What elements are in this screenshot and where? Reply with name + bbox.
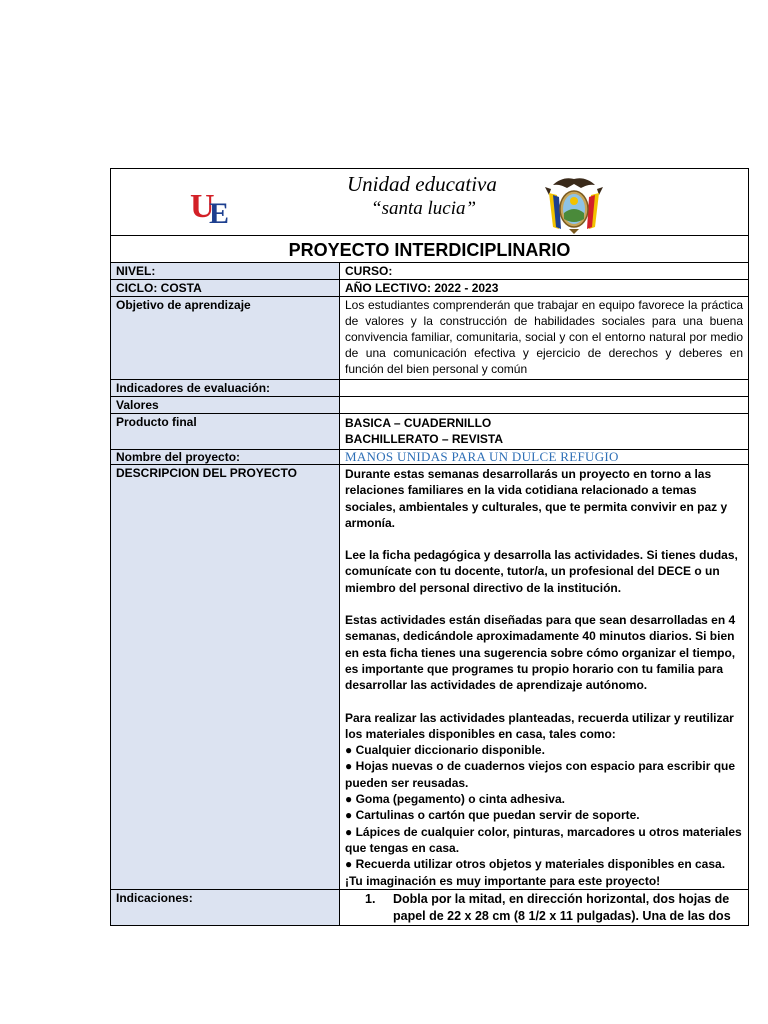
producto-line-basica: BASICA – CUADERNILLO [345,416,492,430]
objetivo-text: Los estudiantes comprenderán que trabajar en equipo favorece la práctica de valores y la construcción de habilidades sociales para una buena convivencia familiar, comunitaria, social y con el entorno natural por medio de una comunicación efectiva y ejercicio de derechos y deberes en función del bien personal y común [340,297,749,380]
desc-paragraph-1: Durante estas semanas desarrollarás un proyecto en torno a las relaciones familiares en la vida cotidiana relacionado a temas sociales, ambientales y culturales, que te permita convivir en paz y armonía. [345,467,728,530]
item-number: 1. [365,891,376,906]
anio-lectivo: AÑO LECTIVO: 2022 - 2023 [340,280,749,297]
list-item: ● Goma (pegamento) o cinta adhesiva. [345,792,565,807]
ciclo-label: CICLO: COSTA [111,280,340,297]
desc-closing: ¡Tu imaginación es muy importante para este proyecto! [345,873,661,888]
svg-text:U: U [190,188,215,225]
indicaciones-text [340,889,749,925]
indicadores-value [340,380,749,397]
desc-paragraph-2: Lee la ficha pedagógica y desarrolla las actividades. Si tienes dudas, comunícate con tu docente, tutor/a, un profesional del DECE o un miembro del personal directivo de la institución. [345,548,738,595]
valores-value [340,397,749,414]
page-title: PROYECTO INTERDICIPLINARIO [111,236,749,263]
producto-label: Producto final [111,414,340,450]
school-logo-icon [189,185,239,225]
indicadores-label: Indicadores de evaluación: [111,380,340,397]
descripcion-label: DESCRIPCION DEL PROYECTO [111,465,340,890]
nombre-proyecto-value: MANOS UNIDAS PARA UN DULCE REFUGIO [340,450,749,465]
list-item: ● Cartulinas o cartón que puedan servir de soporte. [345,808,640,823]
school-name-line1: Unidad educativa [347,172,497,196]
ecuador-coat-of-arms-icon [543,175,605,235]
materials-list [345,742,743,872]
desc-paragraph-3: Estas actividades están diseñadas para que sean desarrolladas en 4 semanas, dedicándole aproximadamente 40 minutos diarios. Si bien en esta ficha tienes una sugerencia sobre cómo organizar el tiempo, es importante que programes tu propio horario con tu familia para desarrollar las actividades de aprendizaje autónomo. [345,613,736,693]
valores-label: Valores [111,397,340,414]
school-header [111,169,749,236]
indicaciones-label: Indicaciones: [111,889,340,925]
nombre-proyecto-label: Nombre del proyecto: [111,450,340,465]
list-item [345,891,743,925]
descripcion-text [340,465,749,890]
item-text: Dobla por la mitad, en dirección horizontal, dos hojas de papel de 22 x 28 cm (8 1/2 x 11 pulgadas). Una de las dos [393,891,731,923]
desc-paragraph-4: Para realizar las actividades planteadas, recuerda utilizar y reutilizar los materiales disponibles en casa, tales como: [345,710,734,741]
project-form-table [110,168,749,926]
nivel-label: NIVEL: [111,263,340,280]
list-item: ● Recuerda utilizar otros objetos y materiales disponibles en casa. [345,857,726,872]
list-item: ● Lápices de cualquier color, pinturas, marcadores u otros materiales que tengas en casa. [345,824,742,855]
producto-line-bachillerato: BACHILLERATO – REVISTA [345,432,504,446]
list-item: ● Hojas nuevas o de cuadernos viejos con espacio para escribir que pueden ser reusadas. [345,759,736,790]
school-name-line2: “santa lucia” [371,198,477,219]
objetivo-label: Objetivo de aprendizaje [111,297,340,380]
producto-value [340,414,749,450]
curso-label: CURSO: [340,263,749,280]
list-item: ● Cualquier diccionario disponible. [345,743,545,758]
svg-text:E: E [209,197,230,225]
